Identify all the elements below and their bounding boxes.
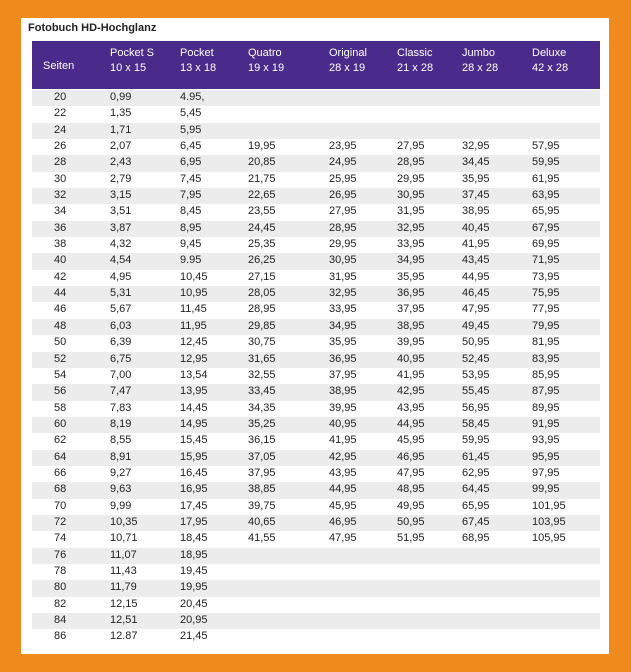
price-cell: 35,95 <box>462 172 490 185</box>
table-row <box>32 123 600 139</box>
table-row <box>32 417 600 433</box>
price-cell: 5,45 <box>180 107 202 120</box>
price-cell: 1,71 <box>110 123 132 136</box>
price-cell: 10,71 <box>110 532 138 545</box>
price-cell: 34,95 <box>329 319 357 332</box>
price-cell: 39,75 <box>248 499 276 512</box>
price-cell: 5,67 <box>110 303 132 316</box>
price-cell: 31,65 <box>248 352 276 365</box>
price-cell: 47,95 <box>397 466 425 479</box>
page-count-cell: 30 <box>54 172 67 185</box>
price-cell: 77,95 <box>532 303 560 316</box>
price-cell: 34,95 <box>397 254 425 267</box>
price-cell: 57,95 <box>532 140 560 153</box>
price-cell: 7,95 <box>180 189 202 202</box>
price-cell: 1,35 <box>110 107 132 120</box>
price-cell: 19,95 <box>248 140 276 153</box>
table-row <box>32 204 600 220</box>
price-cell: 0,99 <box>110 91 132 103</box>
price-cell: 68,95 <box>462 532 490 545</box>
column-header-name: Seiten <box>43 60 75 72</box>
price-cell: 40,65 <box>248 515 276 528</box>
price-cell: 24,95 <box>329 156 357 169</box>
table-body <box>32 90 600 646</box>
price-cell: 35,95 <box>329 336 357 349</box>
price-cell: 11,95 <box>180 319 207 332</box>
price-cell: 105,95 <box>532 532 566 545</box>
price-cell: 38,95 <box>462 205 490 218</box>
price-cell: 47,95 <box>462 303 490 316</box>
price-cell: 4,54 <box>110 254 132 267</box>
price-cell: 59,95 <box>532 156 560 169</box>
page-count-cell: 48 <box>54 319 67 332</box>
price-cell: 27,15 <box>248 270 276 283</box>
table-row <box>32 319 600 335</box>
column-header-size: 42 x 28 <box>532 62 569 74</box>
price-table-frame <box>21 18 609 654</box>
price-cell: 103,95 <box>532 515 566 528</box>
price-cell: 9,63 <box>110 483 132 496</box>
price-cell: 44,95 <box>462 270 490 283</box>
page-count-cell: 22 <box>54 107 67 120</box>
price-cell: 39,95 <box>329 401 357 414</box>
table-row <box>32 548 600 564</box>
price-cell: 75,95 <box>532 287 560 300</box>
price-cell: 20,95 <box>180 614 208 626</box>
page-count-cell: 54 <box>54 368 67 381</box>
price-cell: 37,45 <box>462 189 490 202</box>
column-header-name: Original <box>329 47 367 59</box>
table-row <box>32 580 600 596</box>
price-cell: 3,87 <box>110 221 132 234</box>
price-cell: 28,95 <box>329 221 357 234</box>
price-cell: 30,95 <box>329 254 357 267</box>
table-row <box>32 139 600 155</box>
price-cell: 37,95 <box>248 466 276 479</box>
page-count-cell: 28 <box>54 156 67 169</box>
price-cell: 43,95 <box>329 466 357 479</box>
price-cell: 13,54 <box>180 368 208 381</box>
price-cell: 97,95 <box>532 466 560 479</box>
column-header <box>462 46 498 76</box>
price-cell: 48,95 <box>397 483 425 496</box>
column-header <box>110 46 154 76</box>
page-count-cell: 38 <box>54 238 67 251</box>
price-cell: 32,95 <box>397 221 425 234</box>
table-row <box>32 155 600 171</box>
price-cell: 34,35 <box>248 401 276 414</box>
price-cell: 11,43 <box>110 564 137 577</box>
price-cell: 46,95 <box>329 515 357 528</box>
table-row <box>32 401 600 417</box>
price-cell: 8,95 <box>180 221 202 234</box>
page-count-cell: 42 <box>54 270 67 283</box>
column-header-name: Jumbo <box>462 47 496 59</box>
price-cell: 38,95 <box>329 385 357 398</box>
price-cell: 24,45 <box>248 221 276 234</box>
column-header-size: 21 x 28 <box>397 62 434 74</box>
page-count-cell: 58 <box>54 401 67 414</box>
price-cell: 27,95 <box>329 205 357 218</box>
price-cell: 73,95 <box>532 270 560 283</box>
price-cell: 4,32 <box>110 238 132 251</box>
price-cell: 6,45 <box>180 140 202 153</box>
price-cell: 36,95 <box>397 287 425 300</box>
column-header-name: Pocket <box>180 47 214 59</box>
price-cell: 9,27 <box>110 466 132 479</box>
price-cell: 31,95 <box>397 205 425 218</box>
price-cell: 26,25 <box>248 254 276 267</box>
price-cell: 19,95 <box>180 581 208 594</box>
price-cell: 4,95 <box>110 270 132 283</box>
price-cell: 28,95 <box>248 303 276 316</box>
page-count-cell: 82 <box>54 597 67 610</box>
table-row <box>32 368 600 384</box>
price-cell: 12,45 <box>180 336 208 349</box>
price-cell: 37,95 <box>329 368 357 381</box>
price-cell: 33,95 <box>329 303 357 316</box>
table-row <box>32 482 600 498</box>
price-cell: 28,95 <box>397 156 425 169</box>
page-count-cell: 50 <box>54 336 67 349</box>
price-cell: 83,95 <box>532 352 560 365</box>
price-cell: 55,45 <box>462 385 490 398</box>
price-cell: 42,95 <box>397 385 425 398</box>
table-row <box>32 237 600 253</box>
page-count-cell: 64 <box>54 450 67 463</box>
table-row <box>32 253 600 269</box>
column-header-name: Pocket S <box>110 47 155 59</box>
price-cell: 21,45 <box>180 630 208 643</box>
price-cell: 58,45 <box>462 417 490 430</box>
price-cell: 31,95 <box>329 270 357 283</box>
price-cell: 67,95 <box>532 221 560 234</box>
column-header <box>43 59 74 74</box>
price-cell: 53,95 <box>462 368 490 381</box>
page-count-cell: 56 <box>54 385 67 398</box>
price-cell: 8,19 <box>110 417 132 430</box>
column-header <box>532 46 568 76</box>
price-cell: 7,47 <box>110 385 132 398</box>
price-cell: 27,95 <box>397 140 425 153</box>
price-cell: 44,95 <box>329 483 357 496</box>
page-count-cell: 84 <box>54 614 67 626</box>
column-header-size: 19 x 19 <box>248 62 285 74</box>
table-row <box>32 106 600 122</box>
price-cell: 43,95 <box>397 401 425 414</box>
table-row <box>32 433 600 449</box>
price-cell: 16,95 <box>180 483 208 496</box>
price-cell: 14,95 <box>180 417 208 430</box>
price-cell: 11,07 <box>110 548 137 561</box>
page-count-cell: 74 <box>54 532 67 545</box>
price-cell: 81,95 <box>532 336 560 349</box>
column-header-name: Deluxe <box>532 47 567 59</box>
price-cell: 37,05 <box>248 450 276 463</box>
price-cell: 8,45 <box>180 205 202 218</box>
price-cell: 10,95 <box>180 287 208 300</box>
column-header <box>397 46 433 76</box>
price-cell: 7,45 <box>180 172 202 185</box>
table-row <box>32 531 600 547</box>
page-count-cell: 44 <box>54 287 67 300</box>
table-row <box>32 302 600 318</box>
table-row <box>32 172 600 188</box>
column-header-size: 13 x 18 <box>180 62 217 74</box>
price-cell: 40,95 <box>397 352 425 365</box>
price-cell: 50,95 <box>462 336 490 349</box>
column-header <box>248 46 284 76</box>
price-cell: 9,99 <box>110 499 132 512</box>
table-row <box>32 352 600 368</box>
price-cell: 17,45 <box>180 499 208 512</box>
page-count-cell: 24 <box>54 123 67 136</box>
price-cell: 63,95 <box>532 189 560 202</box>
table-header <box>32 41 600 89</box>
price-cell: 52,45 <box>462 352 490 365</box>
price-cell: 29,95 <box>397 172 425 185</box>
price-cell: 25,35 <box>248 238 276 251</box>
page-count-cell: 36 <box>54 221 67 234</box>
price-cell: 15,45 <box>180 434 208 447</box>
price-cell: 36,95 <box>329 352 357 365</box>
price-cell: 49,45 <box>462 319 490 332</box>
price-cell: 7,00 <box>110 368 132 381</box>
price-cell: 3,51 <box>110 205 132 218</box>
price-cell: 12,95 <box>180 352 208 365</box>
price-cell: 65,95 <box>532 205 560 218</box>
table-row <box>32 270 600 286</box>
price-cell: 28,05 <box>248 287 276 300</box>
table-title: Fotobuch HD-Hochglanz <box>28 22 157 34</box>
price-cell: 95,95 <box>532 450 560 463</box>
price-cell: 45,95 <box>397 434 425 447</box>
price-cell: 42,95 <box>329 450 357 463</box>
page-count-cell: 78 <box>54 564 67 577</box>
price-cell: 18,95 <box>180 548 208 561</box>
price-cell: 41,55 <box>248 532 276 545</box>
price-cell: 5,95 <box>180 123 202 136</box>
page-count-cell: 76 <box>54 548 67 561</box>
page-count-cell: 32 <box>54 189 67 202</box>
price-cell: 29,95 <box>329 238 357 251</box>
price-cell: 19,45 <box>180 564 208 577</box>
price-cell: 44,95 <box>397 417 425 430</box>
price-cell: 5,31 <box>110 287 132 300</box>
price-cell: 38,85 <box>248 483 276 496</box>
price-cell: 25,95 <box>329 172 357 185</box>
price-cell: 2,43 <box>110 156 132 169</box>
column-header <box>329 46 367 76</box>
table-row <box>32 564 600 580</box>
page-count-cell: 46 <box>54 303 67 316</box>
page-count-cell: 80 <box>54 581 67 594</box>
price-cell: 41,95 <box>397 368 425 381</box>
table-row <box>32 90 600 106</box>
price-cell: 79,95 <box>532 319 560 332</box>
price-cell: 3,15 <box>110 189 132 202</box>
table-row <box>32 384 600 400</box>
page-count-cell: 70 <box>54 499 67 512</box>
price-cell: 99,95 <box>532 483 560 496</box>
price-cell: 91,95 <box>532 417 560 430</box>
price-cell: 101,95 <box>532 499 566 512</box>
price-cell: 26,95 <box>329 189 357 202</box>
price-cell: 62,95 <box>462 466 490 479</box>
price-cell: 4.95, <box>180 91 205 103</box>
price-cell: 38,95 <box>397 319 425 332</box>
price-cell: 59,95 <box>462 434 490 447</box>
price-cell: 9.95 <box>180 254 202 267</box>
price-cell: 12.87 <box>110 630 138 643</box>
price-cell: 8,55 <box>110 434 132 447</box>
table-row <box>32 629 600 645</box>
price-cell: 8,91 <box>110 450 132 463</box>
column-header-name: Quatro <box>248 47 282 59</box>
price-cell: 12,15 <box>110 597 138 610</box>
page-count-cell: 34 <box>54 205 67 218</box>
price-cell: 37,95 <box>397 303 425 316</box>
price-cell: 9,45 <box>180 238 202 251</box>
price-cell: 30,95 <box>397 189 425 202</box>
price-cell: 39,95 <box>397 336 425 349</box>
page-count-cell: 86 <box>54 630 67 643</box>
price-cell: 29,85 <box>248 319 276 332</box>
price-cell: 15,95 <box>180 450 208 463</box>
page-count-cell: 40 <box>54 254 67 267</box>
price-cell: 43,45 <box>462 254 490 267</box>
price-cell: 6,03 <box>110 319 132 332</box>
price-cell: 41,95 <box>329 434 357 447</box>
table-row <box>32 221 600 237</box>
price-cell: 18,45 <box>180 532 208 545</box>
price-cell: 14,45 <box>180 401 208 414</box>
price-cell: 36,15 <box>248 434 276 447</box>
page-count-cell: 52 <box>54 352 67 365</box>
page-count-cell: 20 <box>54 91 67 103</box>
price-cell: 2,07 <box>110 140 132 153</box>
table-row <box>32 499 600 515</box>
price-cell: 2,79 <box>110 172 132 185</box>
price-cell: 23,55 <box>248 205 276 218</box>
price-cell: 6,95 <box>180 156 202 169</box>
price-cell: 33,95 <box>397 238 425 251</box>
price-cell: 69,95 <box>532 238 560 251</box>
table-row <box>32 466 600 482</box>
price-cell: 13,95 <box>180 385 208 398</box>
page-count-cell: 62 <box>54 434 67 447</box>
price-cell: 6,39 <box>110 336 132 349</box>
price-cell: 32,55 <box>248 368 276 381</box>
price-cell: 35,95 <box>397 270 425 283</box>
price-cell: 17,95 <box>180 515 208 528</box>
price-cell: 93,95 <box>532 434 560 447</box>
price-cell: 51,95 <box>397 532 425 545</box>
price-cell: 22,65 <box>248 189 276 202</box>
price-cell: 89,95 <box>532 401 560 414</box>
page-count-cell: 66 <box>54 466 67 479</box>
price-cell: 50,95 <box>397 515 425 528</box>
page-count-cell: 60 <box>54 417 67 430</box>
price-cell: 12,51 <box>110 614 138 626</box>
price-cell: 6,75 <box>110 352 132 365</box>
price-cell: 65,95 <box>462 499 490 512</box>
price-cell: 45,95 <box>329 499 357 512</box>
price-cell: 30,75 <box>248 336 276 349</box>
price-cell: 49,95 <box>397 499 425 512</box>
column-header-name: Classic <box>397 47 433 59</box>
price-cell: 20,45 <box>180 597 208 610</box>
page-count-cell: 26 <box>54 140 67 153</box>
price-cell: 41,95 <box>462 238 490 251</box>
price-cell: 10,35 <box>110 515 138 528</box>
price-cell: 32,95 <box>329 287 357 300</box>
page-count-cell: 72 <box>54 515 67 528</box>
price-cell: 10,45 <box>180 270 208 283</box>
price-cell: 23,95 <box>329 140 357 153</box>
column-header-size: 10 x 15 <box>110 62 147 74</box>
table-row <box>32 188 600 204</box>
table-row <box>32 613 600 629</box>
column-header-size: 28 x 28 <box>462 62 499 74</box>
table-row <box>32 597 600 613</box>
price-cell: 87,95 <box>532 385 560 398</box>
price-cell: 21,75 <box>248 172 276 185</box>
price-cell: 20,85 <box>248 156 276 169</box>
price-cell: 16,45 <box>180 466 208 479</box>
price-cell: 67,45 <box>462 515 490 528</box>
price-cell: 32,95 <box>462 140 490 153</box>
price-cell: 61,45 <box>462 450 490 463</box>
price-cell: 85,95 <box>532 368 560 381</box>
table-row <box>32 335 600 351</box>
price-cell: 46,95 <box>397 450 425 463</box>
table-row <box>32 515 600 531</box>
price-cell: 71,95 <box>532 254 560 267</box>
price-cell: 61,95 <box>532 172 560 185</box>
price-cell: 35,25 <box>248 417 276 430</box>
table-row <box>32 286 600 302</box>
price-cell: 56,95 <box>462 401 490 414</box>
column-header-size: 28 x 19 <box>329 62 366 74</box>
price-cell: 11,79 <box>110 581 137 594</box>
table-row <box>32 450 600 466</box>
price-cell: 33,45 <box>248 385 276 398</box>
price-cell: 64,45 <box>462 483 490 496</box>
page-count-cell: 68 <box>54 483 67 496</box>
column-header <box>180 46 216 76</box>
price-cell: 47,95 <box>329 532 357 545</box>
price-cell: 46,45 <box>462 287 490 300</box>
price-cell: 40,45 <box>462 221 490 234</box>
price-cell: 40,95 <box>329 417 357 430</box>
price-cell: 34,45 <box>462 156 490 169</box>
price-cell: 7,83 <box>110 401 132 414</box>
price-cell: 11,45 <box>180 303 207 316</box>
